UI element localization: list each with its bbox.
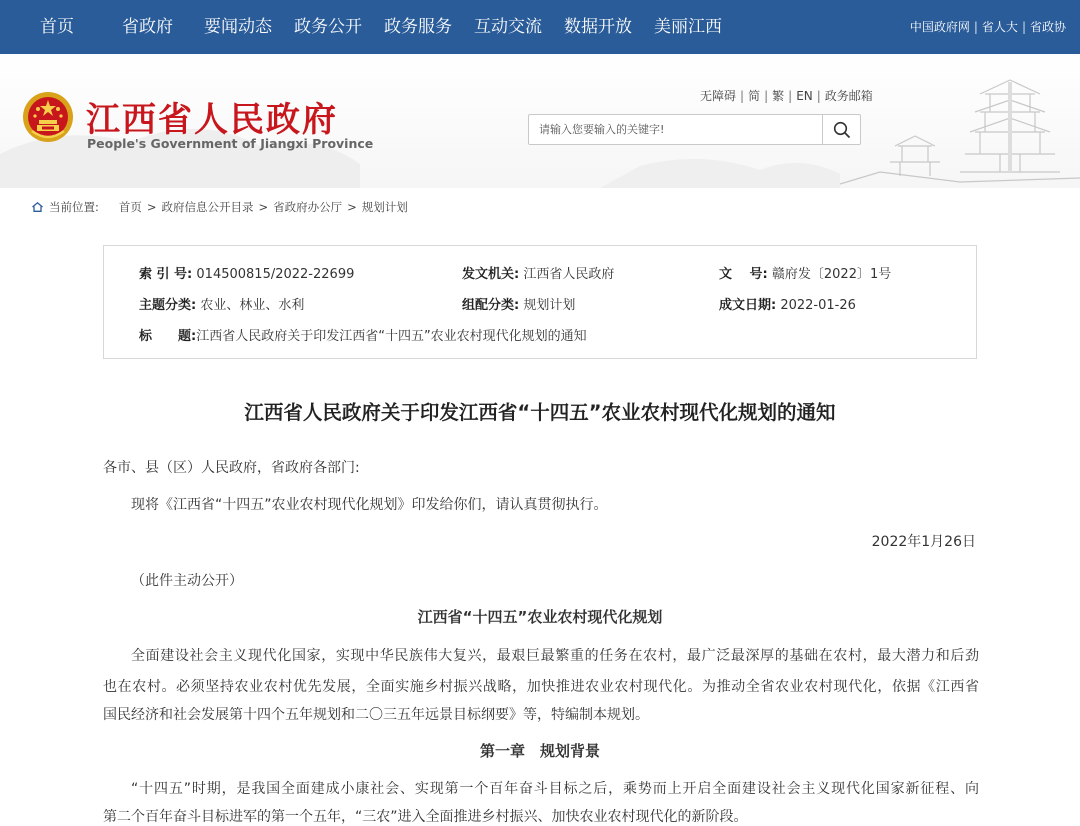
link-traditional[interactable]: 繁 bbox=[772, 89, 785, 103]
meta-category: 组配分类: 规划计划 bbox=[462, 298, 576, 313]
meta-date: 成文日期: 2022-01-26 bbox=[719, 298, 856, 313]
search-icon bbox=[833, 121, 851, 139]
nav-government-services[interactable]: 政务服务 bbox=[384, 17, 452, 37]
article-intro: 现将《江西省“十四五”农业农村现代化规划》印发给你们，请认真贯彻执行。 bbox=[131, 497, 608, 513]
nav-beautiful-jiangxi[interactable]: 美丽江西 bbox=[654, 17, 722, 37]
national-emblem-logo bbox=[22, 91, 74, 143]
site-header bbox=[0, 54, 1080, 188]
plan-title: 江西省“十四五”农业农村现代化规划 bbox=[417, 608, 663, 626]
link-simplified[interactable]: 简 bbox=[748, 89, 761, 103]
nav-open-data[interactable]: 数据开放 bbox=[564, 17, 632, 37]
article-disclosure-note: （此件主动公开） bbox=[131, 573, 243, 589]
external-links: 中国政府网 | 省人大 | 省政协 bbox=[909, 20, 1066, 34]
meta-document-number: 文 号: 赣府发〔2022〕1号 bbox=[719, 267, 892, 282]
chapter-1-heading: 第一章 规划背景 bbox=[479, 742, 600, 760]
nav-provincial-government[interactable]: 省政府 bbox=[122, 17, 173, 37]
home-icon bbox=[32, 202, 43, 212]
link-english[interactable]: EN bbox=[796, 89, 813, 103]
link-provincial-congress[interactable]: 省人大 bbox=[981, 20, 1018, 34]
site-title: 江西省人民政府 bbox=[86, 100, 338, 140]
paragraph-1-line-3: 国民经济和社会发展第十四个五年规划和二〇三五年远景目标纲要》等，特编制本规划。 bbox=[103, 707, 649, 723]
breadcrumb-general-office[interactable]: 省政府办公厅 bbox=[273, 200, 343, 214]
paragraph-2-line-2: 第二个百年奋斗目标进军的第一个五年，“三农”进入全面推进乡村振兴、加快农业农村现代化的新阶段。 bbox=[103, 809, 748, 825]
breadcrumb-planning[interactable]: 规划计划 bbox=[361, 200, 408, 214]
nav-home[interactable]: 首页 bbox=[40, 17, 74, 37]
nav-government-affairs-disclosure[interactable]: 政务公开 bbox=[294, 17, 362, 37]
link-china-gov[interactable]: 中国政府网 bbox=[909, 20, 970, 34]
breadcrumb-disclosure-catalog[interactable]: 政府信息公开目录 bbox=[161, 200, 254, 214]
search-button[interactable] bbox=[822, 115, 860, 144]
breadcrumb-label: 当前位置: bbox=[49, 200, 99, 214]
site-subtitle: People's Government of Jiangxi Province bbox=[87, 136, 374, 151]
meta-title: 标 题:江西省人民政府关于印发江西省“十四五”农业农村现代化规划的通知 bbox=[139, 329, 587, 344]
nav-news[interactable]: 要闻动态 bbox=[204, 17, 272, 37]
article-salutation: 各市、县（区）人民政府，省政府各部门: bbox=[103, 460, 360, 476]
search-input[interactable] bbox=[529, 115, 821, 144]
breadcrumb: 当前位置: 首页 > 政府信息公开目录 > 省政府办公厅 > 规划计划 bbox=[32, 199, 408, 215]
article-date: 2022年1月26日 bbox=[871, 534, 976, 550]
paragraph-2-line-1: “十四五”时期，是我国全面建成小康社会、实现第一个百年奋斗目标之后，乘势而上开启全面建设社会主义现代化国家新征程、向 bbox=[131, 781, 979, 797]
link-provincial-cppcc[interactable]: 省政协 bbox=[1029, 20, 1066, 34]
search-box bbox=[528, 114, 861, 145]
nav-interaction[interactable]: 互动交流 bbox=[474, 17, 542, 37]
meta-index-number: 索 引 号: 014500815/2022-22699 bbox=[139, 267, 355, 282]
top-navigation-bar bbox=[0, 0, 1080, 54]
article-title: 江西省人民政府关于印发江西省“十四五”农业农村现代化规划的通知 bbox=[244, 401, 836, 424]
link-accessibility[interactable]: 无障碍 bbox=[700, 89, 737, 103]
meta-issuer: 发文机关: 江西省人民政府 bbox=[462, 267, 615, 282]
paragraph-1-line-2: 也在农村。必须坚持农业农村优先发展，全面实施乡村振兴战略，加快推进农业农村现代化。为推动全省农业农村现代化，依据《江西省 bbox=[103, 679, 979, 695]
breadcrumb-home[interactable]: 首页 bbox=[118, 200, 142, 214]
paragraph-1-line-1: 全面建设社会主义现代化国家，实现中华民族伟大复兴，最艰巨最繁重的任务在农村，最广泛最深厚的基础在农村，最大潜力和后劲 bbox=[131, 648, 979, 664]
meta-topic: 主题分类: 农业、林业、水利 bbox=[139, 298, 305, 313]
document-metadata-table bbox=[103, 245, 977, 359]
link-government-mailbox[interactable]: 政务邮箱 bbox=[824, 89, 873, 103]
utility-links: 无障碍 | 简 | 繁 | EN | 政务邮箱 bbox=[700, 89, 873, 103]
